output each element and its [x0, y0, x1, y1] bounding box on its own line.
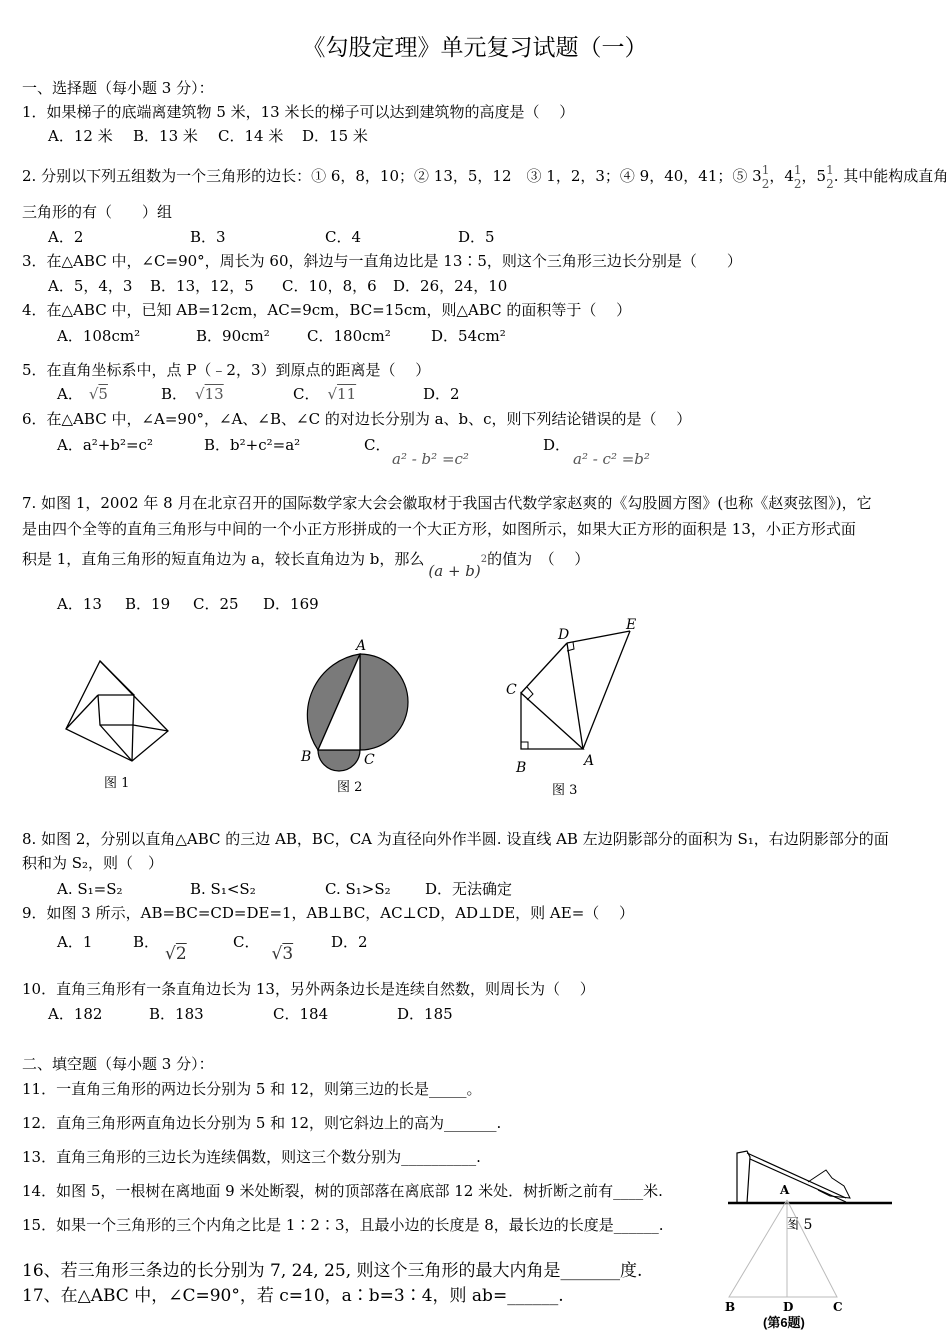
fig6-label-d: D: [783, 1300, 794, 1313]
question-7-line1: 7. 如图 1，2002 年 8 月在北京召开的国际数学家大会会徽取材于我国古代数学家赵爽的《勾股圆方图》(也称《赵爽弦图》)，它: [22, 494, 872, 512]
question-13: 13．直角三角形的三边长为连续偶数，则这三个数分别为__________.: [22, 1148, 481, 1166]
question-1-stem: 1．如果梯子的底端离建筑物 5 米，13 米长的梯子可以达到建筑物的高度是（ ）: [22, 103, 575, 121]
q5-option-d: D．2: [423, 385, 460, 403]
figure-2-caption: 图 2: [337, 780, 363, 795]
q10-option-c: C．184: [273, 1005, 329, 1023]
section-choice-heading: 一、选择题（每小题 3 分）：: [22, 79, 214, 97]
q5-option-a: A． √5: [57, 385, 108, 403]
fig2-label-c: C: [364, 752, 375, 768]
question-4-stem: 4．在△ABC 中，已知 AB=12cm，AC=9cm，BC=15cm，则△ABC 的面积等于（ ）: [22, 301, 632, 319]
page-title: 《勾股定理》单元复习试题（一）: [302, 35, 648, 61]
question-12: 12．直角三角形两直角边长分别为 5 和 12，则它斜边上的高为_______.: [22, 1114, 502, 1132]
q9-option-c: C．√3: [233, 933, 294, 964]
q2-option-a: A．2: [48, 228, 84, 246]
question-10-stem: 10．直角三角形有一条直角边长为 13，另外两条边长是连续自然数，则周长为（ ）: [22, 980, 595, 998]
q9-option-b: B．√2: [133, 933, 187, 964]
q6-option-c: C．: [364, 436, 391, 454]
question-8-line2: 积和为 S₂，则（ ）: [22, 854, 164, 872]
fig2-label-a: A: [356, 638, 367, 654]
q2-option-d: D．5: [458, 228, 495, 246]
question-15: 15．如果一个三角形的三个内角之比是 1∶2∶3，且最小边的长度是 8，最长边的长度是______.: [22, 1216, 664, 1234]
q6-expr-d: a² - c² =b²: [573, 450, 650, 468]
q1-option-c: C．14 米: [218, 127, 284, 145]
figure-3-spiral-triangles: [500, 615, 650, 780]
question-9-stem: 9．如图 3 所示，AB=BC=CD=DE=1，AB⊥BC，AC⊥CD，AD⊥DE，则 AE=（ ）: [22, 904, 635, 922]
question-14: 14．如图 5，一根树在离地面 9 米处断裂，树的顶部落在离底部 12 米处．树折断之前有____米.: [22, 1182, 663, 1200]
figure-2-semicircles-diagram: [282, 630, 412, 775]
figure-1-caption: 图 1: [104, 776, 130, 791]
q10-option-d: D．185: [397, 1005, 453, 1023]
question-17: 17、在△ABC 中，∠C=90°，若 c=10，a∶b=3∶4，则 ab=______.: [22, 1286, 564, 1306]
q6-option-a: A．a²+b²=c²: [57, 436, 153, 454]
question-3-stem: 3．在△ABC 中，∠C=90°，周长为 60，斜边与一直角边比是 13∶5，则这个三角形三边长分别是（ ）: [22, 252, 742, 270]
q3-option-c: C．10，8，6: [282, 277, 377, 295]
q9-option-d: D．2: [331, 933, 368, 951]
q3-option-d: D．26，24，10: [393, 277, 508, 295]
figure-6-caption: (第6题): [763, 1315, 805, 1330]
question-7-line3: 积是 1，直角三角形的短直角边为 a，较长直角边为 b，那么$(a + b)^2$的值为 （ ）: [22, 550, 590, 580]
q6-option-d: D．: [543, 436, 571, 454]
q1-option-a: A．12 米: [48, 127, 113, 145]
q8-option-d: D．无法确定: [425, 880, 513, 898]
question-6-stem: 6．在△ABC 中，∠A=90°，∠A、∠B、∠C 的对边长分别为 a、b、c，则下列结论错误的是（ ）: [22, 410, 692, 428]
q5-option-c: C． √11: [293, 385, 357, 403]
q4-option-b: B．90cm²: [196, 327, 270, 345]
q8-option-a: A. S₁=S₂: [57, 880, 123, 898]
q2-option-b: B．3: [190, 228, 226, 246]
question-2-line2: 三角形的有（ ）组: [22, 203, 173, 221]
q4-option-a: A．108cm²: [57, 327, 141, 345]
q1-option-b: B．13 米: [133, 127, 198, 145]
q6-expr-c: a² - b² =c²: [392, 450, 469, 468]
question-11: 11．一直角三角形的两边长分别为 5 和 12，则第三边的长是_____。: [22, 1080, 482, 1098]
fig3-label-a: A: [584, 753, 595, 769]
q8-option-b: B. S₁<S₂: [190, 880, 256, 898]
figure-3-caption: 图 3: [552, 783, 578, 798]
question-5-stem: 5．在直角坐标系中，点 P（﹣2，3）到原点的距离是（ ）: [22, 361, 431, 379]
fig3-label-d: D: [558, 627, 570, 643]
fig6-label-b: B: [725, 1300, 736, 1313]
fig6-label-c: C: [833, 1300, 843, 1313]
q1-option-d: D．15 米: [302, 127, 368, 145]
question-16: 16、若三角形三条边的长分别为 7, 24, 25, 则这个三角形的最大内角是_______度.: [22, 1261, 643, 1281]
fig2-label-b: B: [301, 749, 312, 765]
figure-6-triangle: [715, 1195, 860, 1313]
q4-option-d: D．54cm²: [431, 327, 506, 345]
figure-5-caption: 图 5: [785, 1217, 813, 1233]
fig5-label-a: A: [780, 1183, 790, 1197]
q6-option-b: B．b²+c²=a²: [204, 436, 301, 454]
fig3-label-c: C: [506, 682, 517, 698]
fig3-label-b: B: [516, 760, 527, 776]
question-7-line2: 是由四个全等的直角三角形与中间的一个小正方形拼成的一个大正方形，如图所示，如果大正方形的面积是 13，小正方形式面: [22, 520, 856, 538]
fraction-denominator: 2: [761, 177, 770, 191]
q2-option-c: C．4: [325, 228, 362, 246]
q10-option-a: A．182: [48, 1005, 103, 1023]
section-fill-heading: 二、填空题（每小题 3 分）：: [22, 1055, 214, 1073]
q8-option-c: C. S₁>S₂: [325, 880, 391, 898]
question-8-line1: 8. 如图 2，分别以直角△ABC 的三边 AB，BC，CA 为直径向外作半圆. 设直线 AB 左边阴影部分的面积为 S₁，右边阴影部分的面: [22, 830, 889, 848]
fraction-numerator: 1: [761, 163, 770, 177]
q10-option-b: B．183: [149, 1005, 204, 1023]
q5-option-b: B． √13: [161, 385, 224, 403]
q7-option-b: B．19: [125, 595, 171, 613]
q7-option-d: D．169: [263, 595, 319, 613]
q7-option-a: A．13: [57, 595, 102, 613]
q7-option-c: C．25: [193, 595, 239, 613]
q4-option-c: C．180cm²: [307, 327, 391, 345]
q3-option-b: B．13，12，5: [150, 277, 254, 295]
q9-option-a: A．1: [57, 933, 93, 951]
figure-1-zhao-shuang-diagram: [60, 655, 180, 765]
fig3-label-e: E: [626, 617, 637, 633]
q3-option-a: A．5，4，3: [48, 277, 133, 295]
question-2-stem: 2. 分别以下列五组数为一个三角形的边长：① 6，8，10；② 13，5，12 ③ 1，2，3；④ 9，40，41；⑤ 31 2，41 2，51 2. 其中能构成直角: [22, 163, 949, 191]
